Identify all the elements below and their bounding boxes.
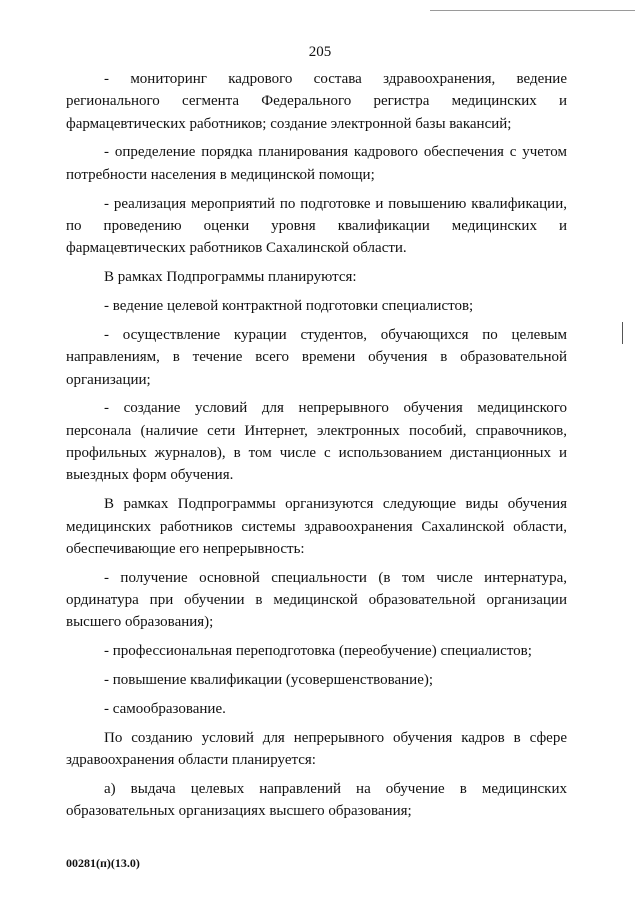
paragraph: - осуществление курации студентов, обучающихся по целевым направлениям, в течение всего времени обучения в образовательной организации; <box>66 326 567 388</box>
paragraph: - повышение квалификации (усовершенствование); <box>104 672 434 689</box>
scan-artifact-line <box>430 10 635 11</box>
paragraph: - реализация мероприятий по подготовке и повышению квалификации, по проведению оценки уровня квалификации медицинских и фармацевтических работников Сахалинской области. <box>66 195 567 257</box>
paragraph: - мониторинг кадрового состава здравоохранения, ведение регионального сегмента Федерального регистра медицинских и фармацевтических работников; создание электронной базы вакансий; <box>66 71 567 132</box>
paragraph: - профессиональная переподготовка (переобучение) специалистов; <box>104 643 532 660</box>
paragraph: - создание условий для непрерывного обучения медицинского персонала (наличие сети Интернет, электронных пособий, справочников, профильных журналов), в том числе с использованием дистанционных и выездных форм обучения. <box>66 400 567 484</box>
paragraph: - самообразование. <box>104 700 226 717</box>
paragraph: По созданию условий для непрерывного обучения кадров в сфере здравоохранения области планируется: <box>66 729 567 769</box>
margin-mark <box>622 322 623 344</box>
paragraph: В рамках Подпрограммы планируются: <box>104 269 357 286</box>
paragraph: В рамках Подпрограммы организуются следующие виды обучения медицинских работников системы здравоохранения Сахалинской области, обеспечивающие его непрерывность: <box>66 496 567 557</box>
page-number: 205 <box>308 44 332 60</box>
paragraph: - ведение целевой контрактной подготовки специалистов; <box>104 298 474 315</box>
document-body <box>66 68 567 829</box>
footer-document-code: 00281(п)(13.0) <box>66 856 140 870</box>
paragraph: - получение основной специальности (в том числе интернатура, ординатура при обучении в медицинской образовательной организации высшего образования); <box>66 569 567 631</box>
paragraph: - определение порядка планирования кадрового обеспечения с учетом потребности населения в медицинской помощи; <box>66 144 567 183</box>
paragraph: а) выдача целевых направлений на обучение в медицинских образовательных организациях высшего образования; <box>66 781 567 820</box>
